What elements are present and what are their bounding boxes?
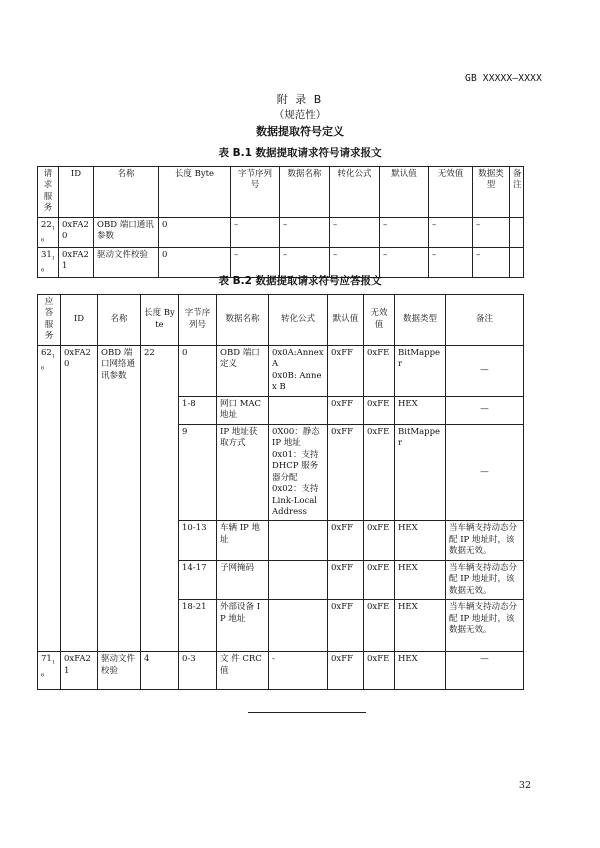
cell-remark: — (446, 396, 524, 424)
formula-line: 0x02：支持 Link-Local Address (272, 484, 319, 517)
cell-invalid: 0xFE (364, 560, 395, 599)
header-remark: 备注 (510, 167, 524, 218)
cell-byte-seq: – (231, 247, 280, 277)
cell-byte-seq: 9 (179, 424, 217, 521)
cell-data-type: BitMapper (395, 345, 446, 396)
cell-default: 0xFF (328, 652, 364, 690)
cell-length: 4 (141, 652, 179, 690)
formula-line: 0X00：静态 IP 地址 (272, 426, 320, 449)
annex-title: 附 录 B (276, 93, 324, 106)
cell-invalid: – (429, 247, 473, 277)
cell-data-name: OBD 端口定义 (217, 345, 269, 396)
cell-invalid: 0xFE (364, 345, 395, 396)
header-name: 名称 (98, 295, 141, 346)
cell-data-name: 车辆 IP 地址 (217, 521, 269, 560)
header-id: ID (59, 167, 94, 218)
cell-data-type: HEX (395, 560, 446, 599)
cell-formula (269, 521, 328, 560)
cell-invalid: 0xFE (364, 424, 395, 521)
cell-formula (269, 396, 328, 424)
cell-byte-seq: 0 (179, 345, 217, 396)
cell-id: 0xFA20 (59, 217, 94, 247)
formula-line: 0x01：支持 DHCP 服务器分配 (272, 449, 319, 483)
cell-data-type: HEX (395, 652, 446, 690)
header-default: 默认值 (380, 167, 429, 218)
header-invalid: 无效值 (429, 167, 473, 218)
cell-remark: 当车辆支持动态分配 IP 地址时，该数据无效。 (446, 600, 524, 652)
cell-data-name: IP 地址获取方式 (217, 424, 269, 521)
cell-service: $62_{16}$ (38, 345, 61, 651)
cell-id: 0xFA21 (59, 247, 94, 277)
cell-invalid: 0xFE (364, 652, 395, 690)
cell-data-type: BitMapper (395, 424, 446, 521)
cell-formula (269, 345, 328, 396)
cell-byte-seq: 14-17 (179, 560, 217, 599)
cell-invalid: 0xFE (364, 521, 395, 560)
header-data-type: 数据类型 (473, 167, 510, 218)
header-data-name: 数据名称 (280, 167, 330, 218)
header-length: 长度 Byte (141, 295, 179, 346)
cell-length: 0 (159, 247, 231, 277)
cell-default: 0xFF (328, 560, 364, 599)
cell-formula (269, 424, 328, 521)
header-default: 默认值 (328, 295, 364, 346)
cell-formula: – (330, 247, 380, 277)
table1-caption: 表 B.1 数据提取请求符号请求报文 (218, 147, 382, 159)
cell-data-name: – (280, 247, 330, 277)
end-rule (248, 712, 366, 713)
header-byte-seq: 字节序列号 (231, 167, 280, 218)
header-formula: 转化公式 (330, 167, 380, 218)
cell-invalid: 0xFE (364, 396, 395, 424)
header-data-type: 数据类型 (395, 295, 446, 346)
cell-formula (269, 600, 328, 652)
request-table (37, 166, 524, 278)
response-table (37, 294, 524, 690)
header-data-name: 数据名称 (217, 295, 269, 346)
header-name: 名称 (94, 167, 159, 218)
cell-service: $31_{16}$ (38, 247, 59, 277)
table-row (38, 652, 524, 690)
header-length: 长度 Byte (159, 167, 231, 218)
cell-id: 0xFA20 (61, 345, 98, 651)
header-remark: 备注 (446, 295, 524, 346)
cell-default: 0xFF (328, 345, 364, 396)
cell-formula: - (269, 652, 328, 690)
cell-data-name: 外部设备 IP 地址 (217, 600, 269, 652)
cell-default: – (380, 247, 429, 277)
cell-length: 22 (141, 345, 179, 651)
cell-byte-seq: 18-21 (179, 600, 217, 652)
table-row (38, 217, 524, 247)
cell-remark: 当车辆支持动态分配 IP 地址时，该数据无效。 (446, 521, 524, 560)
cell-default: 0xFF (328, 600, 364, 652)
table2-caption: 表 B.2 数据提取请求符号应答报文 (218, 275, 382, 287)
cell-byte-seq: 1-8 (179, 396, 217, 424)
annex-heading: 数据提取符号定义 (256, 125, 344, 138)
cell-name: 驱动文件校验 (98, 652, 141, 690)
cell-data-name: 文 件 CRC 值 (217, 652, 269, 690)
formula-line: 0x0A:Annex A (272, 347, 324, 370)
cell-data-type: HEX (395, 396, 446, 424)
cell-default: 0xFF (328, 521, 364, 560)
formula-line: 0x0B: Annex B (272, 370, 322, 393)
header-byte-seq: 字节序列号 (179, 295, 217, 346)
cell-default: 0xFF (328, 396, 364, 424)
cell-data-type: HEX (395, 600, 446, 652)
cell-service: $71_{16}$ (38, 652, 61, 690)
cell-byte-seq: 0-3 (179, 652, 217, 690)
cell-default: 0xFF (328, 424, 364, 521)
cell-default: – (380, 217, 429, 247)
table-row (38, 345, 524, 396)
cell-data-type: HEX (395, 521, 446, 560)
standard-number: GB XXXXX—XXXX (465, 73, 542, 84)
header-invalid: 无效值 (364, 295, 395, 346)
cell-formula (269, 560, 328, 599)
cell-byte-seq: 10-13 (179, 521, 217, 560)
page-number: 32 (518, 780, 531, 791)
cell-remark (510, 217, 524, 247)
cell-data-type: – (473, 247, 510, 277)
cell-service: $22_{16}$ (38, 217, 59, 247)
cell-formula: – (330, 217, 380, 247)
cell-name: OBD 端口通讯参数 (94, 217, 159, 247)
cell-name: OBD 端口网络通讯参数 (98, 345, 141, 651)
cell-id: 0xFA21 (61, 652, 98, 690)
cell-data-name: – (280, 217, 330, 247)
cell-invalid: 0xFE (364, 600, 395, 652)
cell-remark: — (446, 345, 524, 396)
cell-data-name: 子网掩码 (217, 560, 269, 599)
header-request-service: 请求服务 (38, 167, 59, 218)
header-formula: 转化公式 (269, 295, 328, 346)
cell-data-name: 网口 MAC 地址 (217, 396, 269, 424)
cell-length: 0 (159, 217, 231, 247)
cell-byte-seq: – (231, 217, 280, 247)
header-id: ID (61, 295, 98, 346)
header-response-service: 应答服务 (38, 295, 61, 346)
cell-name: 驱动文件校验 (94, 247, 159, 277)
annex-type: （规范性） (273, 109, 327, 121)
cell-remark: 当车辆支持动态分配 IP 地址时，该数据无效。 (446, 560, 524, 599)
cell-remark: — (446, 424, 524, 521)
cell-invalid: – (429, 217, 473, 247)
cell-remark: — (446, 652, 524, 690)
cell-data-type: – (473, 217, 510, 247)
